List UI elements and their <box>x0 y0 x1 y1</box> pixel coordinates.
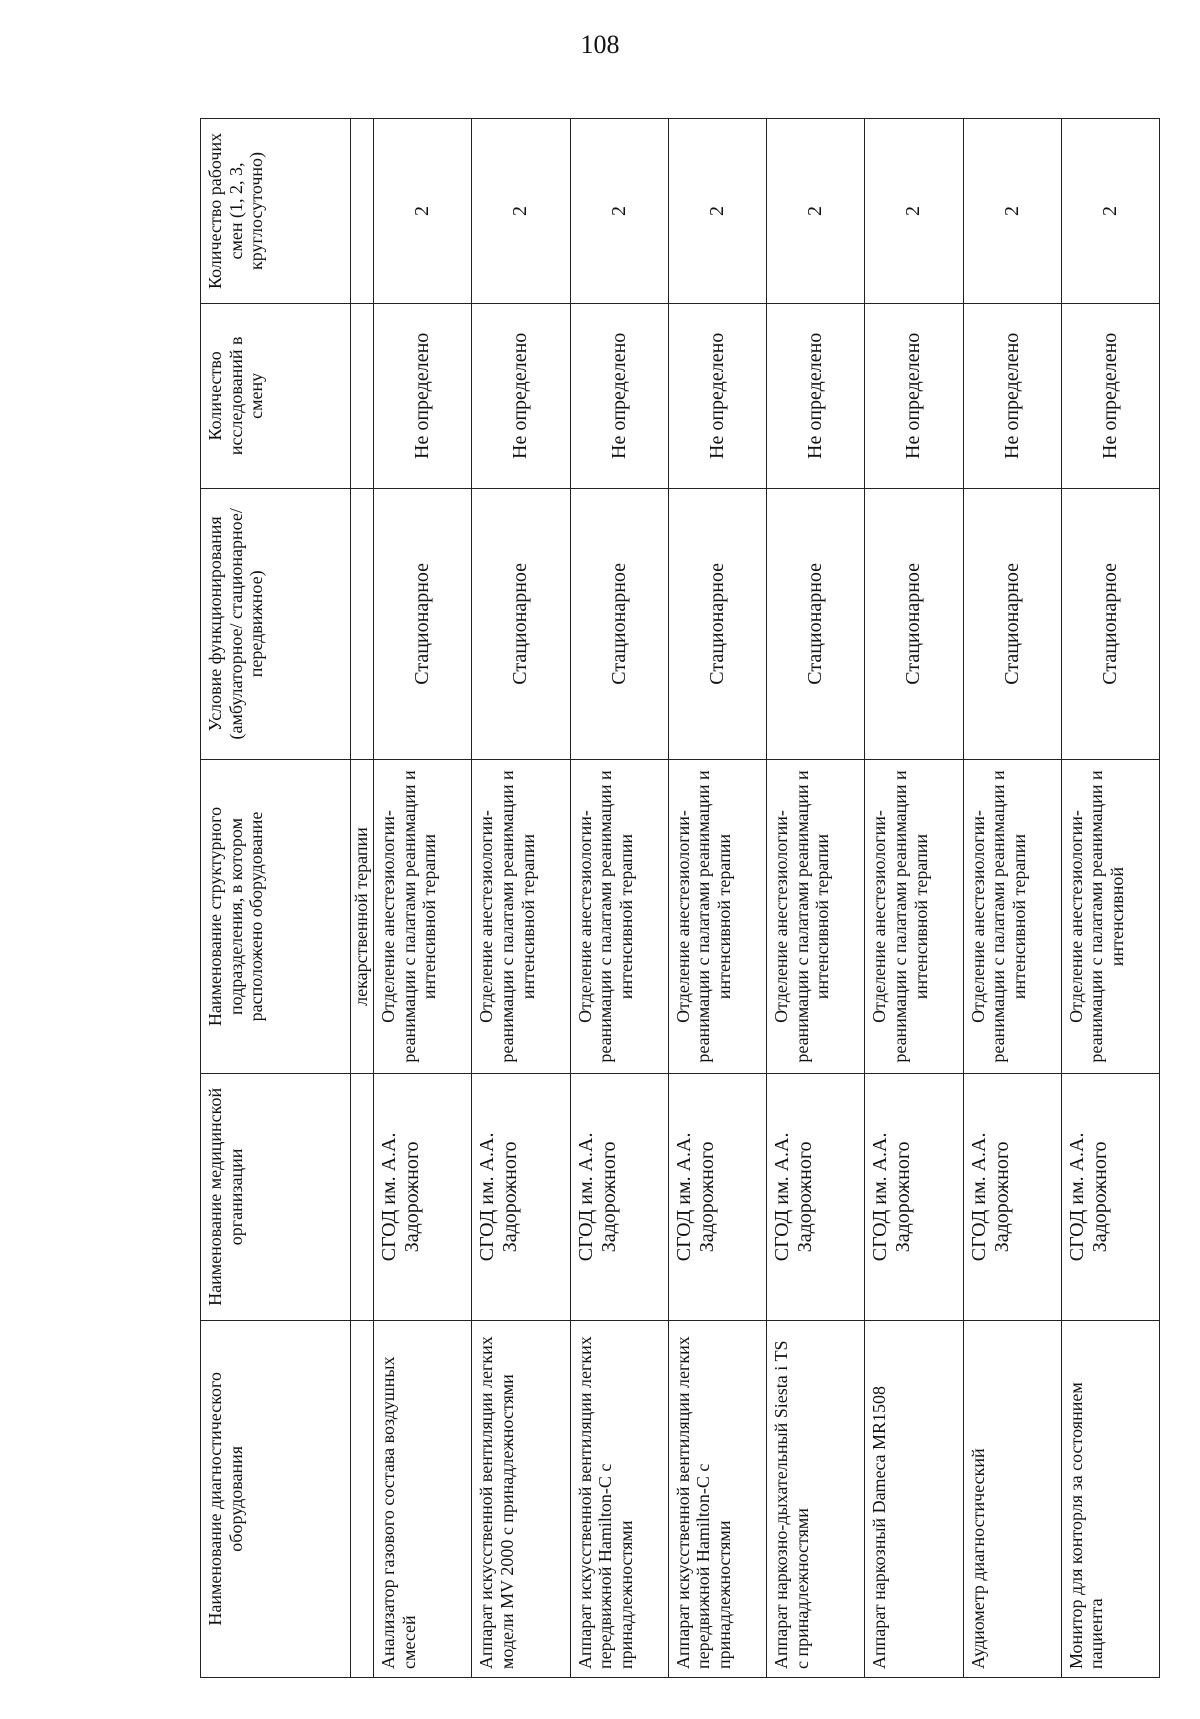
table-row <box>1061 119 1159 1678</box>
cell-shifts: 2 <box>472 119 570 304</box>
continuation-department: лекарственной терапии <box>351 759 374 1073</box>
cell-condition: Стационарное <box>963 488 1061 759</box>
cell-shifts: 2 <box>668 119 766 304</box>
header-organization: Наименование медицинской организации <box>201 1074 351 1320</box>
cell-condition: Стационарное <box>668 488 766 759</box>
cell-organization: СГОД им. А.А. Задорожного <box>374 1074 472 1320</box>
cell-shifts: 2 <box>1061 119 1159 304</box>
cell-equipment: Монитор для конторля за состоянием пациента <box>1061 1320 1159 1677</box>
cell-studies: Не определено <box>668 303 766 488</box>
header-department: Наименование структурного подразделения, в котором расположено оборудование <box>201 759 351 1073</box>
cell-department: Отделение анестезиологии-реанимации с палатами реанимации и интенсивной терапии <box>374 759 472 1073</box>
cell-organization: СГОД им. А.А. Задорожного <box>963 1074 1061 1320</box>
cell-equipment: Аппарат искусственной вентиляции легких передвижной Hamilton-C с принадлежностями <box>668 1320 766 1677</box>
table-row <box>767 119 865 1678</box>
table-row <box>865 119 963 1678</box>
cell-studies: Не определено <box>472 303 570 488</box>
table-row <box>374 119 472 1678</box>
cell-equipment: Аппарат наркозно-дыхательный Siesta i TS с принадлежностями <box>767 1320 865 1677</box>
cell-studies: Не определено <box>767 303 865 488</box>
cell-studies: Не определено <box>570 303 668 488</box>
equipment-table <box>200 118 1160 1678</box>
header-shifts: Количество рабочих смен (1, 2, 3, круглосуточно) <box>201 119 351 304</box>
rotated-table-container <box>200 118 1160 1678</box>
cell-organization: СГОД им. А.А. Задорожного <box>865 1074 963 1320</box>
cell-organization: СГОД им. А.А. Задорожного <box>767 1074 865 1320</box>
cell-organization: СГОД им. А.А. Задорожного <box>570 1074 668 1320</box>
cell-department: Отделение анестезиологии-реанимации с палатами реанимации и интенсивной терапии <box>570 759 668 1073</box>
cell-condition: Стационарное <box>1061 488 1159 759</box>
cell-department: Отделение анестезиологии-реанимации с палатами реанимации и интенсивной терапии <box>668 759 766 1073</box>
cell-condition: Стационарное <box>767 488 865 759</box>
table-row <box>668 119 766 1678</box>
cell-studies: Не определено <box>865 303 963 488</box>
cell-condition: Стационарное <box>865 488 963 759</box>
cell-organization: СГОД им. А.А. Задорожного <box>1061 1074 1159 1320</box>
table-header-row <box>201 119 351 1678</box>
header-equipment: Наименование диагностического оборудования <box>201 1320 351 1677</box>
cell-condition: Стационарное <box>570 488 668 759</box>
cell-department: Отделение анестезиологии-реанимации с палатами реанимации и интенсивной <box>1061 759 1159 1073</box>
header-condition: Условие функционирования (амбулаторное/ стационарное/ передвижное) <box>201 488 351 759</box>
cell-shifts: 2 <box>865 119 963 304</box>
continuation-row <box>351 119 374 1678</box>
cell-condition: Стационарное <box>472 488 570 759</box>
table-row <box>472 119 570 1678</box>
cell-equipment: Аудиометр диагностический <box>963 1320 1061 1677</box>
cell-studies: Не определено <box>1061 303 1159 488</box>
cell-organization: СГОД им. А.А. Задорожного <box>472 1074 570 1320</box>
cell-equipment: Аппарат наркозный Dameca MR1508 <box>865 1320 963 1677</box>
cell-equipment: Аппарат искусственной вентиляции легких передвижной Hamilton-C с принадлежностями <box>570 1320 668 1677</box>
table-row <box>570 119 668 1678</box>
cell-shifts: 2 <box>963 119 1061 304</box>
cell-organization: СГОД им. А.А. Задорожного <box>668 1074 766 1320</box>
cell-department: Отделение анестезиологии-реанимации с палатами реанимации и интенсивной терапии <box>865 759 963 1073</box>
cell-department: Отделение анестезиологии-реанимации с палатами реанимации и интенсивной терапии <box>767 759 865 1073</box>
table-row <box>963 119 1061 1678</box>
page-number: 108 <box>580 30 620 59</box>
cell-equipment: Аппарат искусственной вентиляции легких модели MV 2000 с принадлежностями <box>472 1320 570 1677</box>
cell-department: Отделение анестезиологии-реанимации с палатами реанимации и интенсивной терапии <box>963 759 1061 1073</box>
cell-condition: Стационарное <box>374 488 472 759</box>
cell-studies: Не определено <box>963 303 1061 488</box>
cell-studies: Не определено <box>374 303 472 488</box>
cell-shifts: 2 <box>767 119 865 304</box>
header-studies: Количество исследований в смену <box>201 303 351 488</box>
cell-shifts: 2 <box>570 119 668 304</box>
cell-department: Отделение анестезиологии-реанимации с палатами реанимации и интенсивной терапии <box>472 759 570 1073</box>
cell-equipment: Анализатор газового состава воздушных смесей <box>374 1320 472 1677</box>
cell-shifts: 2 <box>374 119 472 304</box>
